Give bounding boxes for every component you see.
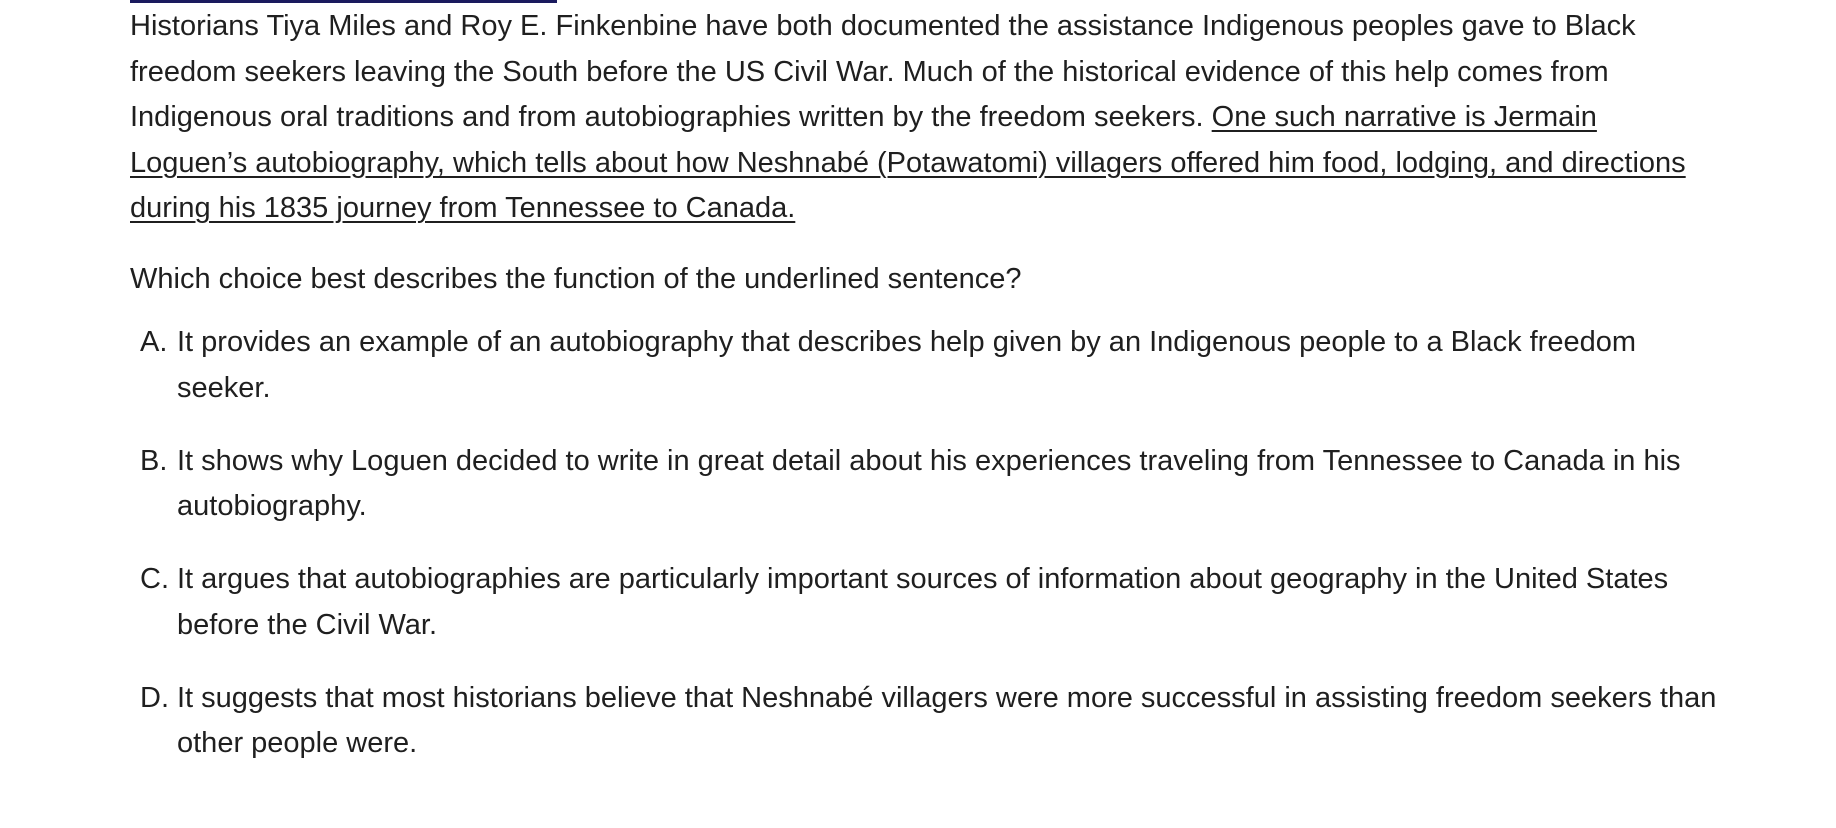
question-content [130,0,1720,794]
answer-choices [130,320,1720,767]
choice-letter: D. [140,681,169,714]
passage [130,0,1720,232]
choice-b[interactable] [130,439,1720,530]
choice-text: It provides an example of an autobiography that describes help given by an Indigenous people to a Black freedom seeker. [177,326,1637,404]
passage-intro: Historians Tiya Miles and Roy E. Finkenbine have both documented the assistance Indigenous peoples gave to Black freedom seekers leaving the South before the US Civil War. Much of the historical evidence of this help comes from Indigenous oral traditions and from autobiographies written by the freedom seekers. [130,10,1636,133]
choice-text: It suggests that most historians believe that Neshnabé villagers were more successful in assisting freedom seekers than other people were. [177,681,1717,759]
choice-c[interactable] [130,557,1720,648]
choice-letter: A. [140,326,168,358]
question-prompt: Which choice best describes the function of the underlined sentence? [130,262,1022,295]
choice-a[interactable] [130,320,1720,411]
choice-d[interactable] [130,676,1720,767]
choice-text: It argues that autobiographies are particularly important sources of information about geography in the United States before the Civil War. [177,563,1669,641]
underlined-sentence: One such narrative is Jermain Loguen’s autobiography, which tells about how Neshnabé (Potawatomi) villagers offered him food, lodging, and directions during his 1835 journey from Tennessee to Canada. [130,101,1686,224]
choice-letter: C. [140,563,169,595]
choice-text: It shows why Loguen decided to write in great detail about his experiences traveling from Tennessee to Canada in his autobiography. [177,444,1681,522]
choice-letter: B. [140,444,168,477]
